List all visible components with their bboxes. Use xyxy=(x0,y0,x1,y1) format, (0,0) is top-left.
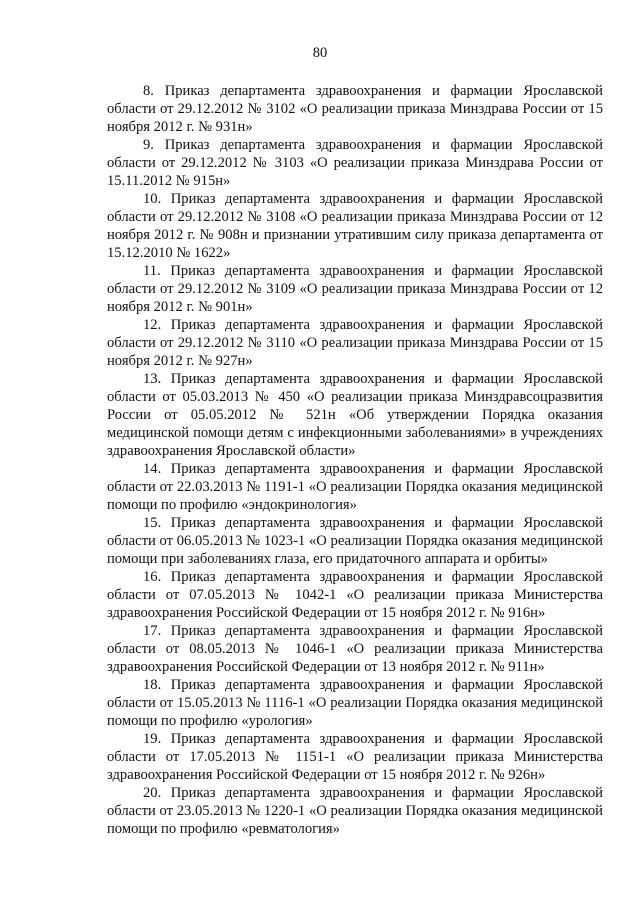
list-item: 16. Приказ департамента здравоохранения и фармации Ярославской области от 07.05.2013 № 1042-1 «О реализации приказа Министерства здравоохранения Российской Федерации от 15 ноября 2012 г. № 916н» xyxy=(107,569,603,621)
list-item: 18. Приказ департамента здравоохранения и фармации Ярославской области от 15.05.2013 № 1116-1 «О реализации Порядка оказания медицинской помощи по профилю «урология» xyxy=(107,677,603,729)
list-item: 15. Приказ департамента здравоохранения и фармации Ярославской области от 06.05.2013 № 1023-1 «О реализации Порядка оказания медицинской помощи при заболеваниях глаза, его придаточного аппарата и орбиты» xyxy=(107,515,603,567)
page-number: 80 xyxy=(312,45,328,61)
list-item: 19. Приказ департамента здравоохранения и фармации Ярославской области от 17.05.2013 № 1151-1 «О реализации приказа Министерства здравоохранения Российской Федерации от 15 ноября 2012 г. № 926н» xyxy=(107,731,603,783)
list-item: 9. Приказ департамента здравоохранения и фармации Ярославской области от 29.12.2012 № 3103 «О реализации приказа Минздрава России от 15.11.2012 № 915н» xyxy=(107,137,603,189)
list-item: 10. Приказ департамента здравоохранения и фармации Ярославской области от 29.12.2012 № 3108 «О реализации приказа Минздрава России от 12 ноября 2012 г. № 908н и признании утратившим силу приказа департамента от 15.12.2010 № 1622» xyxy=(107,191,603,261)
list-item: 13. Приказ департамента здравоохранения и фармации Ярославской области от 05.03.2013 № 450 «О реализации приказа Минздравсоцразвития России от 05.05.2012 № 521н «Об утверждении Порядка оказания медицинской помощи детям с инфекционными заболеваниями» в учреждениях здравоохранения Ярославской области» xyxy=(107,371,603,459)
list-item: 14. Приказ департамента здравоохранения и фармации Ярославской области от 22.03.2013 № 1191-1 «О реализации Порядка оказания медицинской помощи по профилю «эндокринология» xyxy=(107,461,603,513)
list-item: 17. Приказ департамента здравоохранения и фармации Ярославской области от 08.05.2013 № 1046-1 «О реализации приказа Министерства здравоохранения Российской Федерации от 13 ноября 2012 г. № 911н» xyxy=(107,623,603,675)
document-body xyxy=(107,82,603,838)
list-item: 11. Приказ департамента здравоохранения и фармации Ярославской области от 29.12.2012 № 3109 «О реализации приказа Минздрава России от 12 ноября 2012 г. № 901н» xyxy=(107,263,603,315)
list-item: 12. Приказ департамента здравоохранения и фармации Ярославской области от 29.12.2012 № 3110 «О реализации приказа Минздрава России от 15 ноября 2012 г. № 927н» xyxy=(107,317,603,369)
list-item: 20. Приказ департамента здравоохранения и фармации Ярославской области от 23.05.2013 № 1220-1 «О реализации Порядка оказания медицинской помощи по профилю «ревматология» xyxy=(107,785,603,837)
list-item: 8. Приказ департамента здравоохранения и фармации Ярославской области от 29.12.2012 № 3102 «О реализации приказа Минздрава России от 15 ноября 2012 г. № 931н» xyxy=(107,83,603,135)
